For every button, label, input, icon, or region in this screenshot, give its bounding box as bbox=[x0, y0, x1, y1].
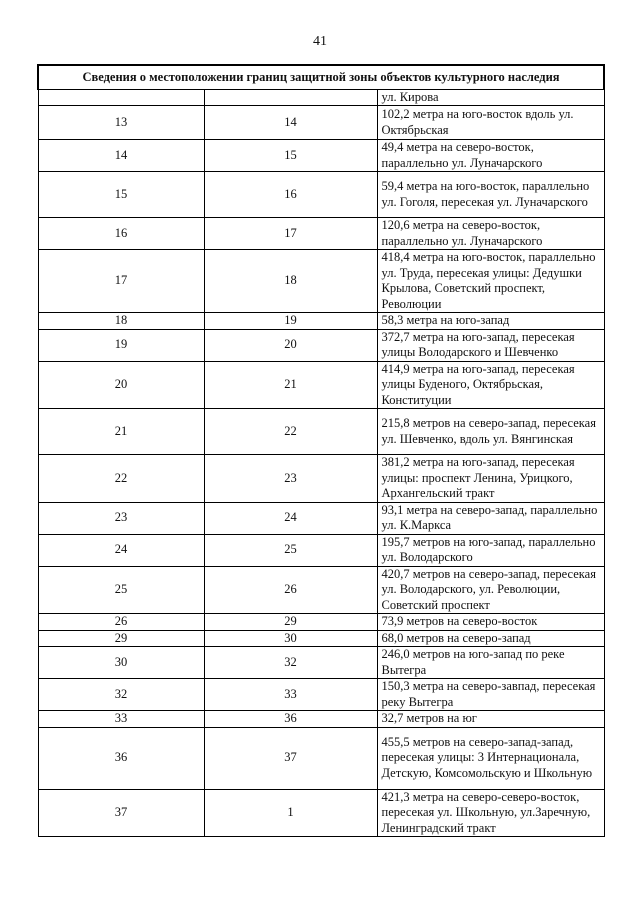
description-cell: 420,7 метров на северо-запад, пересекая ул. Володарского, ул. Революции, Советский проспект bbox=[377, 566, 604, 614]
point-to-cell: 16 bbox=[204, 172, 377, 218]
description-cell: 195,7 метров на юго-запад, параллельно ул. Володарского bbox=[377, 534, 604, 566]
point-to-cell: 33 bbox=[204, 679, 377, 711]
table-row bbox=[38, 455, 604, 503]
point-to-cell: 21 bbox=[204, 361, 377, 409]
description-cell: 381,2 метра на юго-запад, пересекая улицы: проспект Ленина, Урицкого, Архангельский тракт bbox=[377, 455, 604, 503]
table-row bbox=[38, 140, 604, 172]
description-cell: 102,2 метра на юго-восток вдоль ул. Октябрьская bbox=[377, 106, 604, 140]
table-row bbox=[38, 313, 604, 330]
point-from-cell: 24 bbox=[38, 534, 204, 566]
point-to-cell: 26 bbox=[204, 566, 377, 614]
table-row bbox=[38, 361, 604, 409]
point-to-cell: 1 bbox=[204, 789, 377, 837]
table-row bbox=[38, 789, 604, 837]
point-to-cell: 15 bbox=[204, 140, 377, 172]
point-to-cell: 22 bbox=[204, 409, 377, 455]
point-to-cell: 37 bbox=[204, 727, 377, 789]
table-row bbox=[38, 172, 604, 218]
table-row bbox=[38, 329, 604, 361]
point-to-cell: 18 bbox=[204, 250, 377, 313]
point-to-cell: 30 bbox=[204, 630, 377, 647]
point-to-cell bbox=[204, 89, 377, 106]
table-row bbox=[38, 647, 604, 679]
description-cell: 93,1 метра на северо-запад, параллельно ул. К.Маркса bbox=[377, 502, 604, 534]
description-cell: 421,3 метра на северо-северо-восток, пересекая ул. Школьную, ул.Заречную, Ленинградский тракт bbox=[377, 789, 604, 837]
table-row bbox=[38, 534, 604, 566]
point-from-cell: 19 bbox=[38, 329, 204, 361]
point-to-cell: 19 bbox=[204, 313, 377, 330]
description-cell: 68,0 метров на северо-запад bbox=[377, 630, 604, 647]
point-from-cell: 30 bbox=[38, 647, 204, 679]
table-row bbox=[38, 409, 604, 455]
table-row bbox=[38, 630, 604, 647]
point-from-cell: 17 bbox=[38, 250, 204, 313]
point-from-cell: 15 bbox=[38, 172, 204, 218]
table-body bbox=[38, 89, 604, 837]
description-cell: 73,9 метров на северо-восток bbox=[377, 614, 604, 631]
point-to-cell: 14 bbox=[204, 106, 377, 140]
point-from-cell: 32 bbox=[38, 679, 204, 711]
description-cell: 32,7 метров на юг bbox=[377, 711, 604, 728]
table-row bbox=[38, 727, 604, 789]
point-from-cell: 14 bbox=[38, 140, 204, 172]
table-row bbox=[38, 566, 604, 614]
description-cell: 418,4 метра на юго-восток, параллельно ул. Труда, пересекая улицы: Дедушки Крылова, Советский проспект, Революции bbox=[377, 250, 604, 313]
table-header: Сведения о местоположении границ защитной зоны объектов культурного наследия bbox=[38, 65, 604, 89]
table-row bbox=[38, 502, 604, 534]
description-cell: 49,4 метра на северо-восток, параллельно ул. Луначарского bbox=[377, 140, 604, 172]
point-from-cell: 20 bbox=[38, 361, 204, 409]
point-from-cell: 21 bbox=[38, 409, 204, 455]
table-header-row bbox=[38, 65, 604, 89]
table-row bbox=[38, 711, 604, 728]
point-to-cell: 36 bbox=[204, 711, 377, 728]
description-cell: 246,0 метров на юго-запад по реке Вытегра bbox=[377, 647, 604, 679]
point-from-cell: 33 bbox=[38, 711, 204, 728]
point-from-cell bbox=[38, 89, 204, 106]
table-row bbox=[38, 679, 604, 711]
table-row bbox=[38, 218, 604, 250]
point-to-cell: 23 bbox=[204, 455, 377, 503]
description-cell: 455,5 метров на северо-запад-запад, пересекая улицы: 3 Интернационала, Детскую, Комсомольскую и Школьную bbox=[377, 727, 604, 789]
point-from-cell: 16 bbox=[38, 218, 204, 250]
table-row bbox=[38, 250, 604, 313]
point-to-cell: 17 bbox=[204, 218, 377, 250]
description-cell: ул. Кирова bbox=[377, 89, 604, 106]
point-from-cell: 13 bbox=[38, 106, 204, 140]
point-from-cell: 23 bbox=[38, 502, 204, 534]
description-cell: 215,8 метров на северо-запад, пересекая ул. Шевченко, вдоль ул. Вянгинская bbox=[377, 409, 604, 455]
table-row bbox=[38, 89, 604, 106]
point-to-cell: 25 bbox=[204, 534, 377, 566]
table-row bbox=[38, 614, 604, 631]
point-to-cell: 29 bbox=[204, 614, 377, 631]
page-number: 41 bbox=[313, 34, 327, 49]
point-from-cell: 18 bbox=[38, 313, 204, 330]
point-from-cell: 22 bbox=[38, 455, 204, 503]
description-cell: 58,3 метра на юго-запад bbox=[377, 313, 604, 330]
point-from-cell: 36 bbox=[38, 727, 204, 789]
description-cell: 372,7 метра на юго-запад, пересекая улицы Володарского и Шевченко bbox=[377, 329, 604, 361]
point-from-cell: 25 bbox=[38, 566, 204, 614]
point-from-cell: 29 bbox=[38, 630, 204, 647]
point-from-cell: 26 bbox=[38, 614, 204, 631]
description-cell: 414,9 метра на юго-запад, пересекая улицы Буденого, Октябрьская, Конституции bbox=[377, 361, 604, 409]
point-to-cell: 32 bbox=[204, 647, 377, 679]
point-from-cell: 37 bbox=[38, 789, 204, 837]
point-to-cell: 24 bbox=[204, 502, 377, 534]
table-row bbox=[38, 106, 604, 140]
description-cell: 150,3 метра на северо-завпад, пересекая реку Вытегра bbox=[377, 679, 604, 711]
description-cell: 59,4 метра на юго-восток, параллельно ул. Гоголя, пересекая ул. Луначарского bbox=[377, 172, 604, 218]
description-cell: 120,6 метра на северо-восток, параллельно ул. Луначарского bbox=[377, 218, 604, 250]
point-to-cell: 20 bbox=[204, 329, 377, 361]
boundary-table bbox=[37, 64, 605, 837]
